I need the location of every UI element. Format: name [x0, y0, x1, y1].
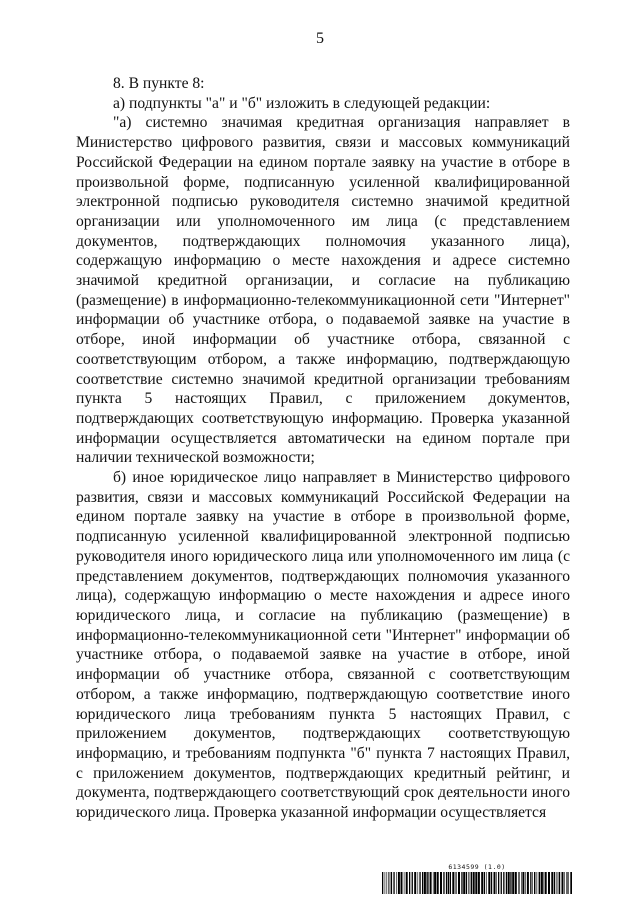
paragraph-subitem-a-text: "а) системно значимая кредитная организация направляет в Министерство цифрового развития, связи и массовых коммуникаций Российской Федерации на едином портале заявку на участие в отборе в произвольной форме, подписанную усиленной квалифицированной электронной подписью руководителя системно значимой кредитной организации или уполномоченного им лица (с представлением документов, подтверждающих полномочия указанного лица), содержащую информацию о месте нахождения и адресе системно значимой кредитной организации, и согласие на публикацию (размещение) в информационно-телекоммуникационной сети "Интернет" информации об участнике отбора, о подаваемой заявке на участие в отборе, иной информации об участнике отбора, связанной с соответствующим отбором, а также информацию, подтверждающую соответствие системно значимой кредитной организации требованиям пункта 5 настоящих Правил, с приложением документов, подтверждающих соответствующую информацию. Проверка указанной информации осуществляется автоматически на едином портале при наличии технической возможности;: [76, 114, 570, 467]
paragraph-subitem-a-intro: а) подпункты "а" и "б" изложить в следующей редакции:: [113, 94, 491, 112]
document-barcode-block: [382, 863, 572, 895]
paragraph-item-8-heading: 8. В пункте 8:: [113, 75, 205, 92]
barcode-caption: 6134599 (1.0): [448, 863, 506, 871]
document-body: [76, 74, 570, 823]
page-number: 5: [316, 30, 324, 47]
paragraph-subitem-b-text: б) иное юридическое лицо направляет в Министерство цифрового развития, связи и массовых коммуникаций Российской Федерации на едином портале заявку на участие в отборе в произвольной форме, подписанную усиленной квалифицированной электронной подписью руководителя иного юридического лица или уполномоченного им лица (с представлением документов, подтверждающих полномочия указанного лица), содержащую информацию о месте нахождения и адресе иного юридического лица, и согласие на публикацию (размещение) в информационно-телекоммуникационной сети "Интернет" информации об участнике отбора, о подаваемой заявке на участие в отборе, иной информации об участнике отбора, связанной с соответствующим отбором, а также информацию, подтверждающую соответствие иного юридического лица требованиям пункта 5 настоящих Правил, с приложением документов, подтверждающих соответствующую информацию, и требованиям подпункта "б" пункта 7 настоящих Правил, с приложением документов, подтверждающих кредитный рейтинг, и документа, подтверждающего соответствующий срок деятельности иного юридического лица. Проверка указанной информации осуществляется: [76, 469, 570, 822]
barcode-image: [382, 872, 572, 894]
